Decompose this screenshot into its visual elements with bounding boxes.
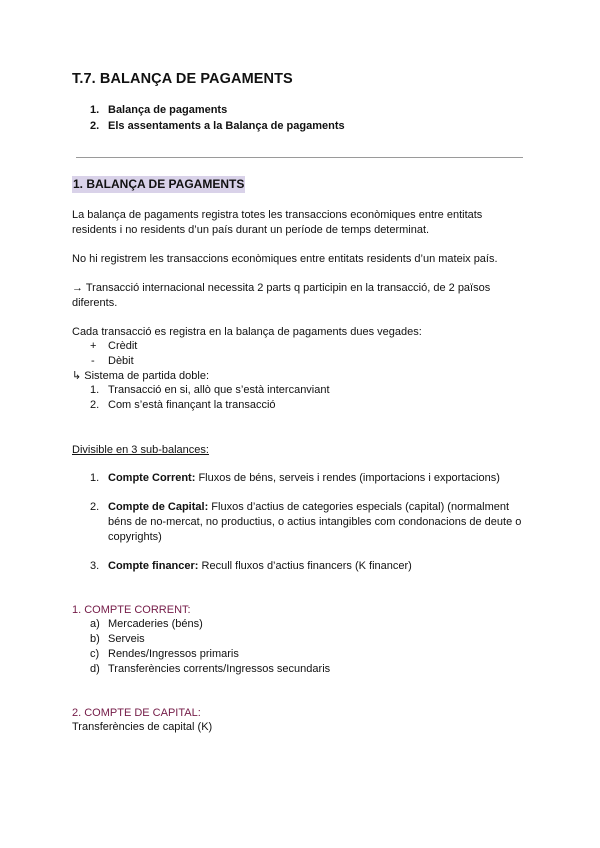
list-marker: - [91,355,95,367]
paragraph-line: residents i no residents d’un país durant un període de temps determinat. [72,224,430,236]
list-item [90,384,330,396]
term: Compte de Capital: [108,501,209,513]
list-item [91,355,134,367]
list-label: Mercaderies (béns) [108,618,203,630]
definition: Fluxos d’actius de categories especials (capital) (normalment [208,501,510,513]
list-marker: c) [90,648,100,660]
list-item [90,501,509,513]
list-marker: 3. [90,560,100,572]
toc-item-1 [90,104,227,116]
paragraph: Transferències de capital (K) [72,721,213,733]
section-heading-text: 1. BALANÇA DE PAGAMENTS [73,177,245,191]
paragraph-line: La balança de pagaments registra totes les transaccions econòmiques entre entitats [72,209,483,221]
subsection-heading: 1. COMPTE CORRENT: [72,604,191,616]
definition: Fluxos de béns, serveis i rendes (importacions i exportacions) [195,472,500,484]
list-label: Dèbit [108,355,134,367]
list-item [90,633,145,645]
list-item [90,399,276,411]
list-item-continuation: béns de no-mercat, no productius, o actius intangibles com condonacions de deute o [108,516,522,528]
list-label: Transacció en si, allò que s’està intercanviant [108,384,330,396]
paragraph: No hi registrem les transaccions econòmiques entre entitats residents d’un mateix país. [72,253,498,265]
term: Compte Corrent: [108,472,196,484]
list-marker: 1. [90,384,100,396]
toc-label: Els assentaments a la Balança de pagaments [108,120,345,132]
list-label: Transferències corrents/Ingressos secundaris [108,663,331,675]
list-item [90,618,203,630]
subheading: Divisible en 3 sub-balances: [72,444,209,456]
paragraph: Cada transacció es registra en la balança de pagaments dues vegades: [72,326,422,338]
list-item [90,340,137,352]
list-item [90,560,412,572]
definition: Recull fluxos d’actius financers (K financer) [198,560,412,572]
list-label: Crèdit [108,340,138,352]
list-label: Com s’està finançant la transacció [108,399,276,411]
toc-item-2 [90,120,345,132]
list-marker: 2. [90,501,100,513]
horizontal-divider [76,157,523,158]
toc-number: 1. [90,104,100,116]
term: Compte financer: [108,560,199,572]
list-marker: 2. [90,399,100,411]
list-marker: + [90,340,97,352]
list-label: Rendes/Ingressos primaris [108,648,239,660]
section-heading [72,177,245,191]
list-item [90,663,330,675]
document-title: T.7. BALANÇA DE PAGAMENTS [72,71,293,87]
list-item [90,472,500,484]
paragraph-line: → Transacció internacional necessita 2 parts q participin en la transacció, de 2 països [72,282,491,294]
toc-label: Balança de pagaments [108,104,228,116]
list-item [90,648,239,660]
list-marker: b) [90,633,100,645]
list-label: Serveis [108,633,145,645]
list-marker: 1. [90,472,100,484]
list-marker: a) [90,618,100,630]
paragraph: ↳ Sistema de partida doble: [72,370,210,382]
list-item-continuation: copyrights) [108,531,162,543]
paragraph-line: diferents. [72,297,118,309]
list-marker: d) [90,663,100,675]
subsection-heading: 2. COMPTE DE CAPITAL: [72,707,201,719]
toc-number: 2. [90,120,100,132]
